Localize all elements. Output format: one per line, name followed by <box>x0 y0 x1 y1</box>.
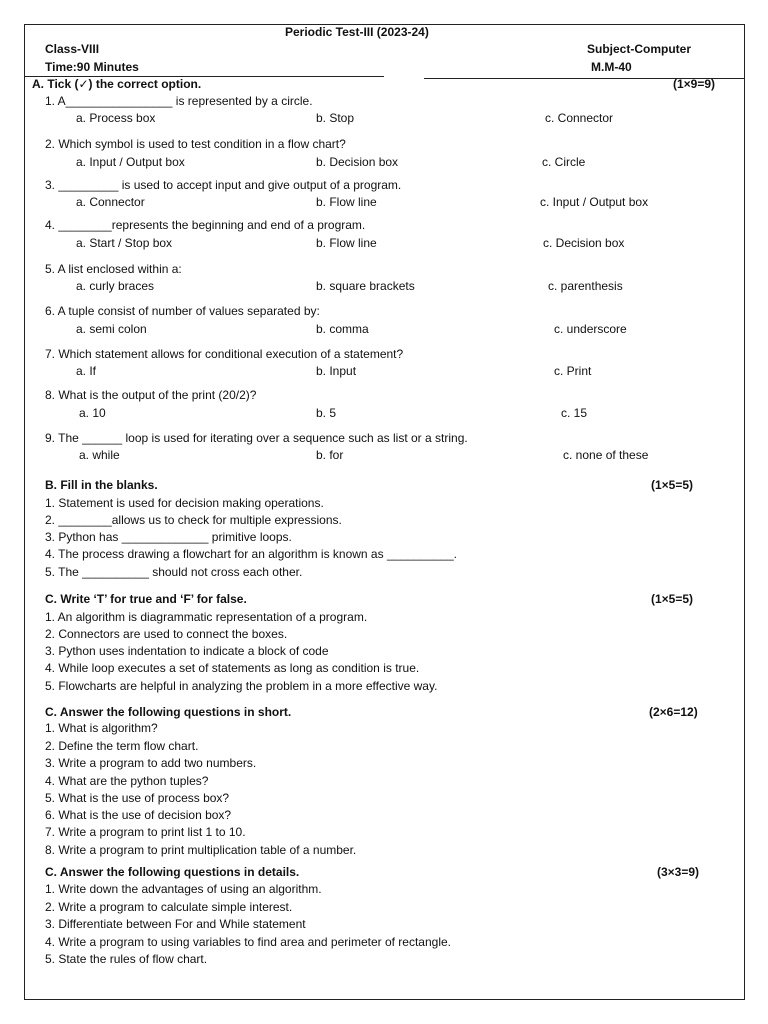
section-c-heading: C. Write ‘T’ for true and ‘F’ for false. <box>45 592 247 606</box>
option-a1-c: c. Connector <box>545 111 614 125</box>
section-b-heading: B. Fill in the blanks. <box>45 478 158 492</box>
long-question-2: 2. Write a program to calculate simple interest. <box>45 900 293 914</box>
question-a7: 7. Which statement allows for conditional execution of a statement? <box>45 347 404 361</box>
time-label: Time:90 Minutes <box>45 60 139 74</box>
option-a5-c: c. parenthesis <box>548 279 623 293</box>
long-question-1: 1. Write down the advantages of using an algorithm. <box>45 882 322 896</box>
section-c-marks: (1×5=5) <box>651 592 694 606</box>
true-false-2: 2. Connectors are used to connect the boxes. <box>45 627 288 641</box>
fill-blank-2: 2. ________allows us to check for multiple expressions. <box>45 513 342 527</box>
section-a-marks: (1×9=9) <box>673 77 716 91</box>
short-question-1: 1. What is algorithm? <box>45 721 158 735</box>
short-answer-marks: (2×6=12) <box>649 705 698 719</box>
fill-blank-1: 1. Statement is used for decision making operations. <box>45 496 324 510</box>
option-a1-b: b. Stop <box>316 111 355 125</box>
short-question-6: 6. What is the use of decision box? <box>45 808 232 822</box>
fill-blank-3: 3. Python has _____________ primitive loops. <box>45 530 292 544</box>
option-a8-c: c. 15 <box>561 406 588 420</box>
option-a4-a: a. Start / Stop box <box>76 236 173 250</box>
option-a5-a: a. curly braces <box>76 279 155 293</box>
option-a7-b: b. Input <box>316 364 357 378</box>
option-a3-c: c. Input / Output box <box>540 195 649 209</box>
long-answer-heading: C. Answer the following questions in details. <box>45 865 300 879</box>
max-marks-label: M.M-40 <box>591 60 632 74</box>
option-a9-c: c. none of these <box>563 448 649 462</box>
section-b-marks: (1×5=5) <box>651 478 694 492</box>
fill-blank-5: 5. The __________ should not cross each other. <box>45 565 303 579</box>
long-answer-marks: (3×3=9) <box>657 865 700 879</box>
question-a2: 2. Which symbol is used to test condition in a flow chart? <box>45 137 346 151</box>
true-false-4: 4. While loop executes a set of statements as long as condition is true. <box>45 661 420 675</box>
option-a4-b: b. Flow line <box>316 236 377 250</box>
question-a9: 9. The ______ loop is used for iterating over a sequence such as list or a string. <box>45 431 468 445</box>
option-a1-a: a. Process box <box>76 111 156 125</box>
true-false-5: 5. Flowcharts are helpful in analyzing the problem in a more effective way. <box>45 679 438 693</box>
long-question-4: 4. Write a program to using variables to find area and perimeter of rectangle. <box>45 935 451 949</box>
paper-title: Periodic Test-III (2023-24) <box>285 25 429 39</box>
option-a7-c: c. Print <box>554 364 592 378</box>
option-a3-a: a. Connector <box>76 195 145 209</box>
true-false-1: 1. An algorithm is diagrammatic representation of a program. <box>45 610 368 624</box>
class-label: Class-VIII <box>45 42 100 56</box>
question-a5: 5. A list enclosed within a: <box>45 262 182 276</box>
short-answer-heading: C. Answer the following questions in short. <box>45 705 292 719</box>
short-question-7: 7. Write a program to print list 1 to 10. <box>45 825 246 839</box>
option-a2-a: a. Input / Output box <box>76 155 185 169</box>
question-a6: 6. A tuple consist of number of values separated by: <box>45 304 320 318</box>
option-a6-a: a. semi colon <box>76 322 147 336</box>
option-a9-a: a. while <box>79 448 120 462</box>
option-a3-b: b. Flow line <box>316 195 377 209</box>
option-a2-b: b. Decision box <box>316 155 399 169</box>
option-a8-b: b. 5 <box>316 406 337 420</box>
question-a8: 8. What is the output of the print (20/2)? <box>45 388 257 402</box>
long-question-5: 5. State the rules of flow chart. <box>45 952 208 966</box>
option-a9-b: b. for <box>316 448 344 462</box>
long-question-3: 3. Differentiate between For and While statement <box>45 917 306 931</box>
short-question-3: 3. Write a program to add two numbers. <box>45 756 257 770</box>
question-a4: 4. ________represents the beginning and end of a program. <box>45 218 366 232</box>
section-a-heading: A. Tick (✓) the correct option. <box>32 77 202 91</box>
option-a6-b: b. comma <box>316 322 369 336</box>
true-false-3: 3. Python uses indentation to indicate a block of code <box>45 644 329 658</box>
question-a3: 3. _________ is used to accept input and give output of a program. <box>45 178 402 192</box>
short-question-2: 2. Define the term flow chart. <box>45 739 199 753</box>
short-question-4: 4. What are the python tuples? <box>45 774 209 788</box>
option-a7-a: a. If <box>76 364 97 378</box>
short-question-8: 8. Write a program to print multiplication table of a number. <box>45 843 357 857</box>
subject-label: Subject-Computer <box>587 42 692 56</box>
option-a5-b: b. square brackets <box>316 279 415 293</box>
option-a2-c: c. Circle <box>542 155 586 169</box>
fill-blank-4: 4. The process drawing a flowchart for an algorithm is known as __________. <box>45 547 458 561</box>
short-question-5: 5. What is the use of process box? <box>45 791 230 805</box>
question-a1: 1. A________________ is represented by a circle. <box>45 94 313 108</box>
option-a4-c: c. Decision box <box>543 236 625 250</box>
option-a8-a: a. 10 <box>79 406 106 420</box>
option-a6-c: c. underscore <box>554 322 627 336</box>
